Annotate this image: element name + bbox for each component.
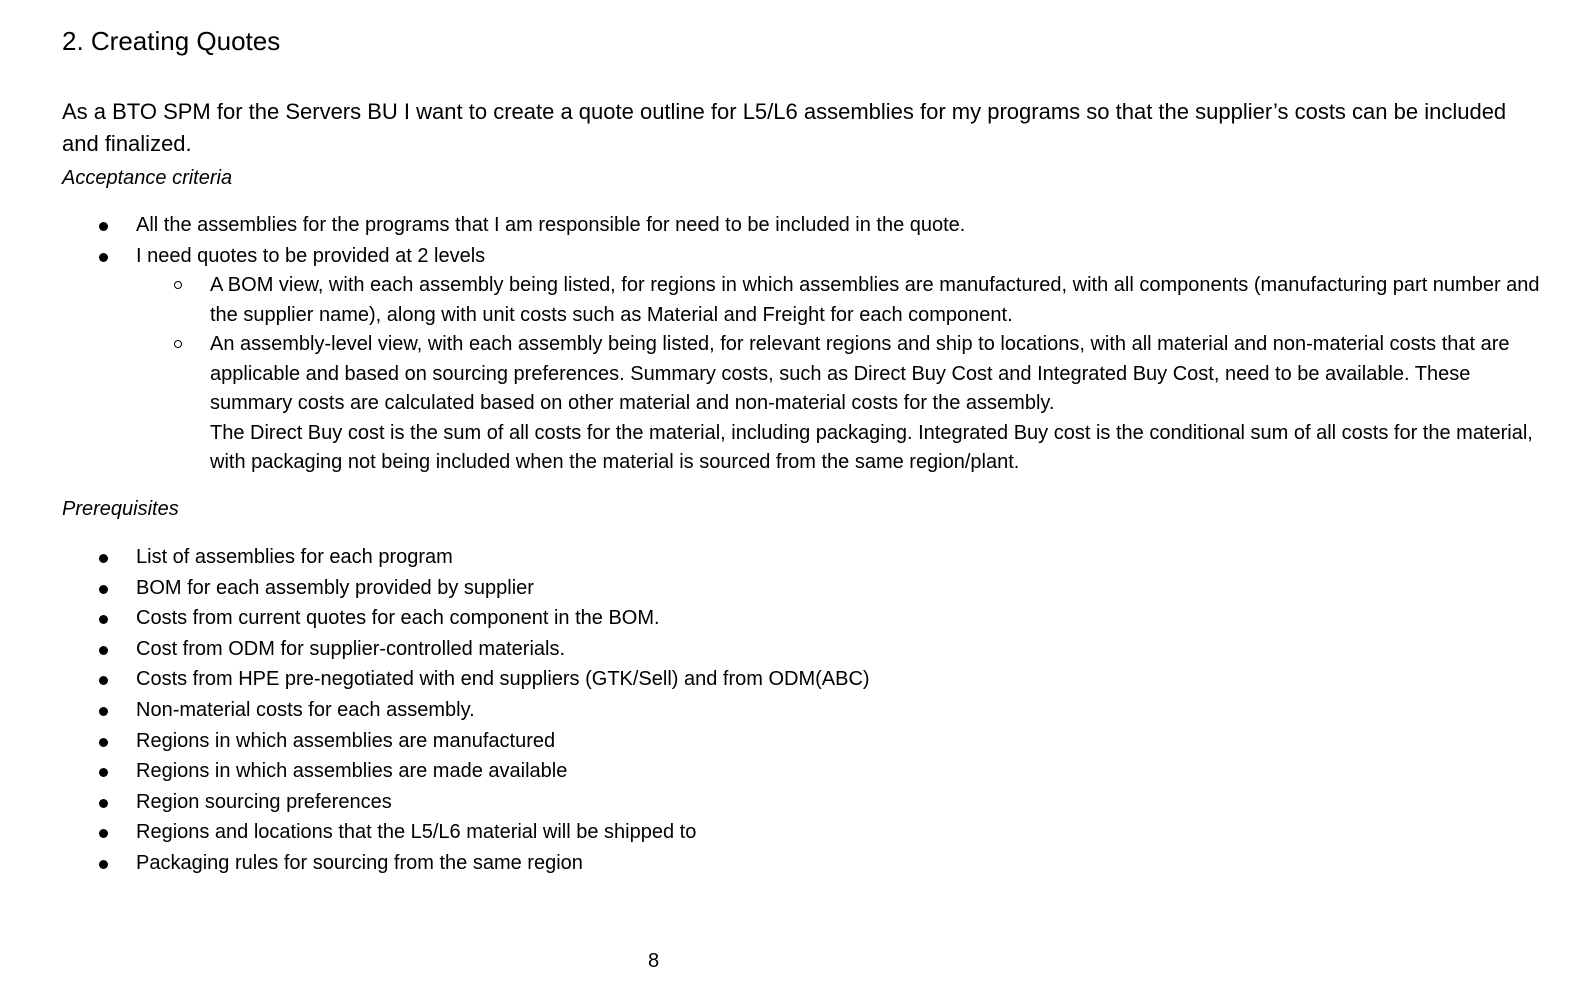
list-item bbox=[62, 695, 1542, 726]
list-item-text: All the assemblies for the programs that I am responsible for need to be included in the quote. bbox=[136, 214, 966, 236]
list-item-text: Packaging rules for sourcing from the same region bbox=[136, 851, 583, 874]
list-item-text: Regions in which assemblies are manufactured bbox=[136, 729, 556, 752]
list-item bbox=[62, 787, 1542, 818]
list-item-text: I need quotes to be provided at 2 levels bbox=[136, 244, 486, 267]
list-item bbox=[62, 756, 1542, 787]
list-item-text: BOM for each assembly provided by supplier bbox=[136, 576, 534, 599]
bullet-icon bbox=[99, 738, 108, 747]
section-heading: 2. Creating Quotes bbox=[62, 26, 281, 56]
assembly-view-text: An assembly-level view, with each assembly being listed, for relevant regions and ship to locations, with all material and non-material costs that are applicable and based on sourcing preferences. Summary costs, such as Direct Buy Cost and Integrated Buy Cost, need to be available. These summary costs are calculated based on other material and non-material costs for the assembly. bbox=[210, 333, 1510, 415]
prerequisites-list bbox=[62, 542, 1542, 879]
list-item bbox=[62, 210, 1542, 241]
list-item-text: Regions in which assemblies are made available bbox=[136, 760, 568, 783]
bullet-icon bbox=[99, 799, 108, 808]
list-item-text: Costs from HPE pre-negotiated with end suppliers (GTK/Sell) and from ODM(ABC) bbox=[136, 668, 870, 691]
buy-cost-note: The Direct Buy cost is the sum of all costs for the material, including packaging. Integrated Buy cost is the conditional sum of all costs for the material, with packaging not being included when the material is sourced from the same region/plant. bbox=[210, 421, 1533, 474]
list-item bbox=[62, 241, 1542, 478]
list-item bbox=[62, 817, 1542, 848]
bullet-icon bbox=[99, 615, 108, 624]
bullet-icon bbox=[99, 222, 108, 231]
list-item-text: Costs from current quotes for each component in the BOM. bbox=[136, 607, 660, 630]
list-item bbox=[62, 664, 1542, 695]
list-item-text: Non-material costs for each assembly. bbox=[136, 698, 475, 721]
bom-view-text: A BOM view, with each assembly being listed, for regions in which assemblies are manufactured, with all components (manufacturing part number and the supplier name), along with unit costs such as Material and Freight for each component. bbox=[210, 274, 1540, 326]
circle-bullet-icon bbox=[174, 281, 182, 289]
list-item-text: Cost from ODM for supplier-controlled materials. bbox=[136, 637, 566, 660]
list-item bbox=[62, 573, 1542, 604]
list-item bbox=[62, 726, 1542, 757]
list-item-text: Regions and locations that the L5/L6 material will be shipped to bbox=[136, 821, 697, 844]
acceptance-criteria-label: Acceptance criteria bbox=[62, 167, 233, 189]
bullet-icon bbox=[99, 646, 108, 655]
circle-bullet-icon bbox=[174, 340, 182, 348]
list-item bbox=[62, 542, 1542, 573]
sub-list-item bbox=[136, 330, 1542, 478]
bullet-icon bbox=[99, 253, 108, 262]
bullet-icon bbox=[99, 707, 108, 716]
user-story-paragraph: As a BTO SPM for the Servers BU I want to create a quote outline for L5/L6 assemblies for my programs so that the supplier’s costs can be included and finalized. bbox=[62, 99, 1507, 156]
prerequisites-label: Prerequisites bbox=[62, 498, 179, 520]
bullet-icon bbox=[99, 768, 108, 777]
list-item-text: Region sourcing preferences bbox=[136, 790, 392, 813]
acceptance-criteria-list bbox=[62, 210, 1542, 478]
bullet-icon bbox=[99, 860, 108, 869]
page-number: 8 bbox=[648, 950, 660, 972]
bullet-icon bbox=[99, 829, 108, 838]
list-item-text: List of assemblies for each program bbox=[136, 546, 453, 568]
bullet-icon bbox=[99, 585, 108, 594]
bullet-icon bbox=[99, 676, 108, 685]
bullet-icon bbox=[99, 554, 108, 563]
list-item bbox=[62, 603, 1542, 634]
quote-levels-list bbox=[136, 271, 1542, 478]
list-item bbox=[62, 634, 1542, 665]
list-item bbox=[62, 848, 1542, 879]
sub-list-item bbox=[136, 271, 1542, 330]
